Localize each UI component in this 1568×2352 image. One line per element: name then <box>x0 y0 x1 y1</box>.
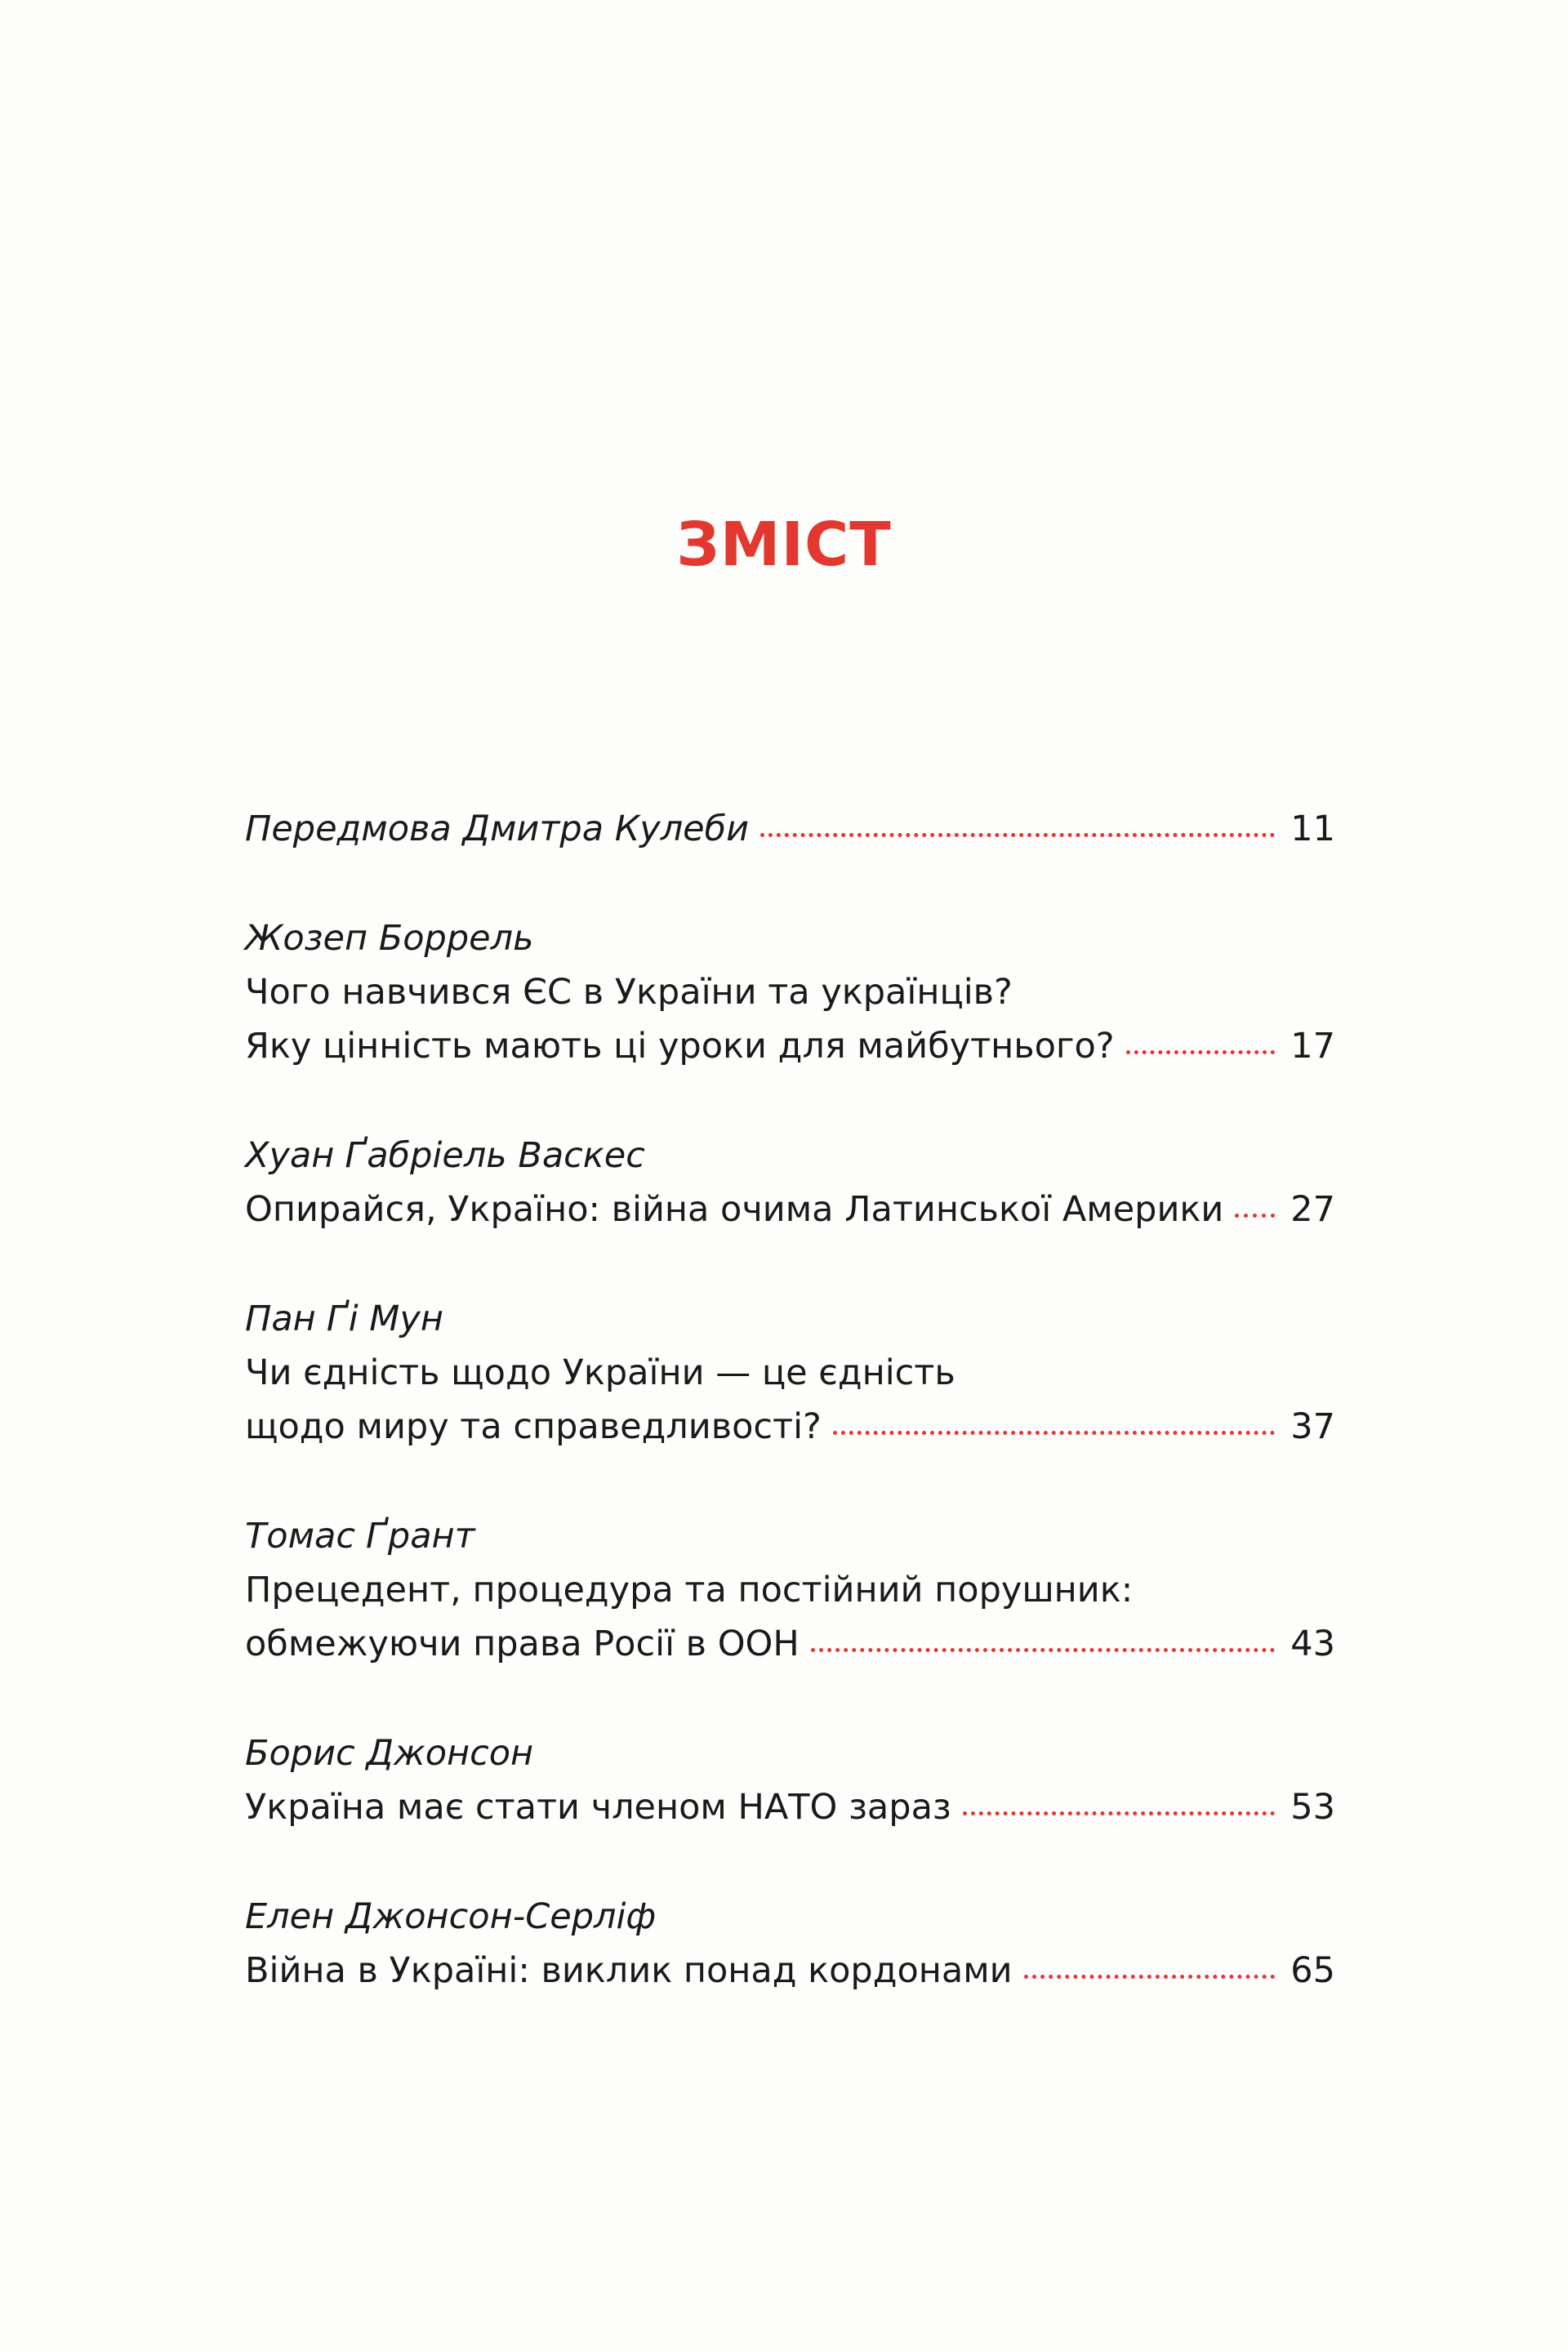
page-number: 53 <box>1290 1787 1335 1828</box>
page-number: 27 <box>1290 1189 1335 1230</box>
toc-entry-title-line: Чи єдність щодо України — це єдність <box>245 1352 956 1393</box>
page-title: ЗМІСТ <box>676 510 892 580</box>
page-number: 65 <box>1290 1950 1335 1991</box>
author-name: Пан Ґі Мун <box>245 1298 443 1339</box>
dot-leader <box>833 1431 1275 1435</box>
dot-leader <box>1126 1050 1275 1054</box>
toc-entry-line[interactable] <box>245 1944 1335 1998</box>
toc-entry-johnson[interactable] <box>245 1726 1335 1834</box>
page-number: 43 <box>1290 1624 1335 1664</box>
author-name: Жозеп Боррель <box>245 918 534 959</box>
toc-entry-ban-ki-moon[interactable] <box>245 1292 1335 1454</box>
toc-entry-title: щодо миру та справедливості? <box>245 1406 822 1447</box>
toc-entry-title: Яку цінність мають ці уроки для майбутнього? <box>245 1026 1115 1067</box>
author-name: Томас Ґрант <box>245 1516 475 1557</box>
toc-entry-johnson-sirleaf[interactable] <box>245 1890 1335 1998</box>
toc-entry-borrell[interactable] <box>245 911 1335 1073</box>
author-name: Елен Джонсон-Серліф <box>245 1896 657 1937</box>
toc-entry-title: Війна в Україні: виклик понад кордонами <box>245 1950 1013 1991</box>
page-number: 17 <box>1290 1026 1335 1067</box>
toc-entry-title-line: Прецедент, процедура та постійний порушник: <box>245 1570 1134 1610</box>
page-number: 11 <box>1290 808 1335 849</box>
dot-leader <box>1024 1975 1275 1979</box>
toc-entry-foreword[interactable] <box>245 802 1335 856</box>
author-name: Борис Джонсон <box>245 1733 534 1774</box>
toc-entry-line[interactable] <box>245 1183 1335 1236</box>
toc-entry-line[interactable] <box>245 1617 1335 1671</box>
dot-leader <box>963 1811 1275 1815</box>
toc-entry-title-line: Чого навчився ЄС в України та українців? <box>245 972 1013 1013</box>
toc-entry-title: Україна має стати членом НАТО зараз <box>245 1787 951 1828</box>
toc-entry-line[interactable] <box>245 802 1335 856</box>
dot-leader <box>1235 1214 1275 1218</box>
toc-entry-vasquez[interactable] <box>245 1129 1335 1236</box>
author-name: Хуан Ґабріель Васкес <box>245 1135 645 1176</box>
toc-entry-line[interactable] <box>245 1019 1335 1073</box>
toc-entry-line[interactable] <box>245 1780 1335 1834</box>
table-of-contents <box>245 802 1335 2053</box>
dot-leader <box>811 1648 1275 1652</box>
dot-leader <box>760 833 1275 837</box>
toc-entry-grant[interactable] <box>245 1509 1335 1671</box>
toc-entry-title: Опирайся, Україно: війна очима Латинської Америки <box>245 1189 1224 1230</box>
toc-entry-line[interactable] <box>245 1400 1335 1454</box>
toc-entry-title: Передмова Дмитра Кулеби <box>245 808 750 849</box>
toc-entry-title: обмежуючи права Росії в ООН <box>245 1624 800 1664</box>
page-number: 37 <box>1290 1406 1335 1447</box>
